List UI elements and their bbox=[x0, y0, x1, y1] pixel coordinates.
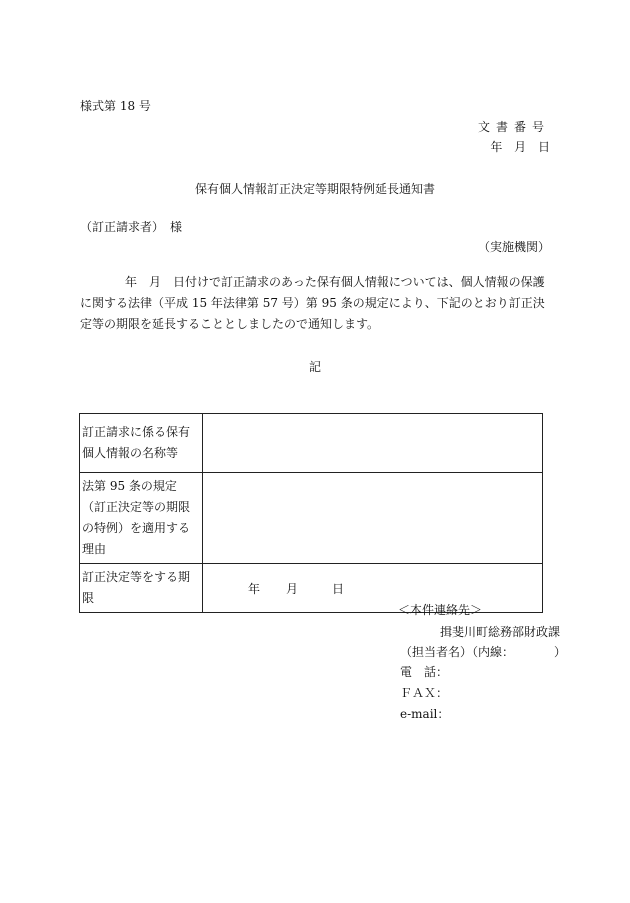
contact-person bbox=[400, 643, 566, 660]
ki-heading: 記 bbox=[308, 360, 321, 374]
row-value-info-name[interactable] bbox=[203, 414, 543, 473]
contact-heading: ＜本件連絡先＞ bbox=[398, 603, 483, 617]
contact-email: e-mail： bbox=[400, 707, 450, 721]
contact-department: 揖斐川町総務部財政課 bbox=[439, 625, 560, 639]
contact-person-close: ） bbox=[554, 645, 567, 659]
deadline-month: 月 bbox=[286, 581, 299, 596]
contact-person-label: （担当者名）（内線： bbox=[400, 645, 515, 659]
body-paragraph: 年 月 日付けで訂正請求のあった保有個人情報については、個人情報の保護に関する法律（平成 15 年法律第 57 号）第 95 条の規定により、下記のとおり訂正決定等の期限を延長することとしましたので通知します。 bbox=[80, 275, 545, 331]
row-label-deadline: 訂正決定等をする期限 bbox=[80, 564, 203, 613]
form-number: 様式第 18 号 bbox=[80, 99, 151, 113]
body-text bbox=[80, 272, 552, 335]
document-number: 文書番号 bbox=[477, 120, 550, 134]
info-table bbox=[79, 413, 543, 613]
deadline-year: 年 bbox=[248, 581, 261, 596]
recipient: （訂正請求者） 様 bbox=[80, 220, 183, 234]
issue-date: 年 月 日 bbox=[490, 140, 550, 154]
row-value-deadline[interactable] bbox=[203, 564, 543, 613]
contact-phone: 電 話： bbox=[400, 665, 449, 679]
contact-fax: ＦＡＸ： bbox=[400, 686, 449, 700]
row-label-info-name: 訂正請求に係る保有個人情報の名称等 bbox=[80, 414, 203, 473]
row-value-reason[interactable] bbox=[203, 473, 543, 564]
deadline-day: 日 bbox=[332, 581, 345, 596]
table-row bbox=[80, 414, 543, 473]
implementing-agency: （実施機関） bbox=[477, 240, 550, 254]
row-label-reason: 法第 95 条の規定（訂正決定等の期限の特例）を適用する理由 bbox=[80, 473, 203, 564]
table-row bbox=[80, 473, 543, 564]
document-title: 保有個人情報訂正決定等期限特例延長通知書 bbox=[194, 182, 435, 196]
